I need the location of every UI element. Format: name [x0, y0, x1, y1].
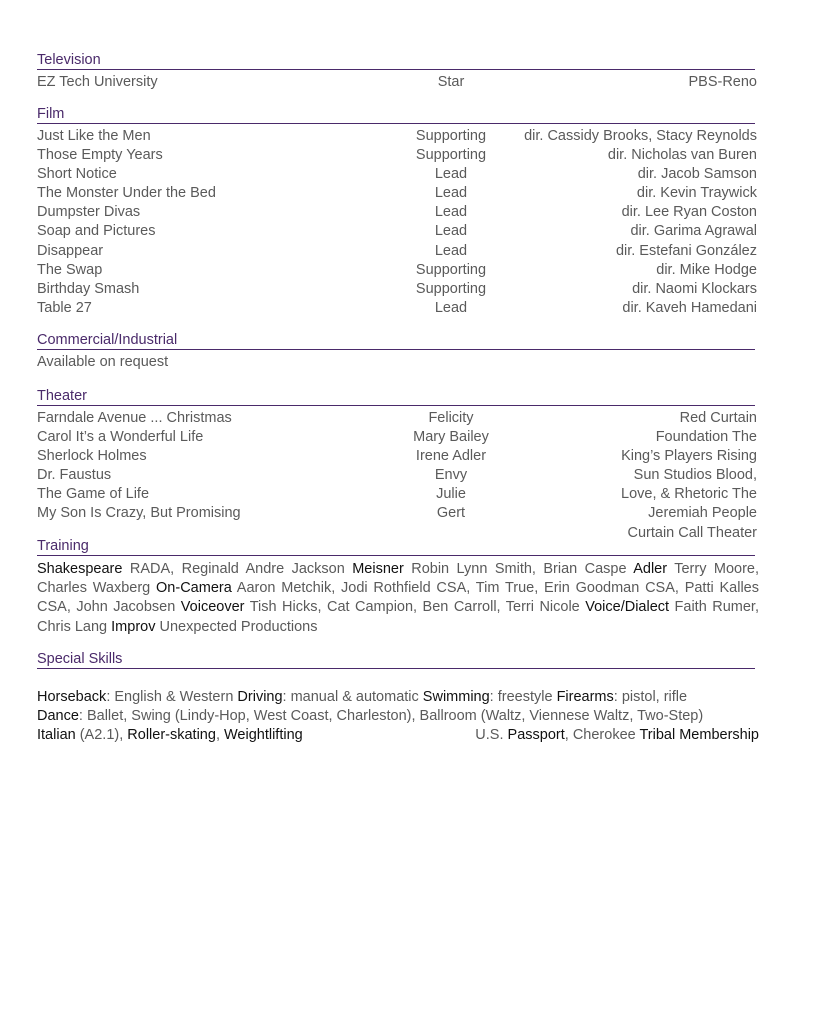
- film-credit: dir. Jacob Samson: [637, 166, 757, 183]
- film-credit: dir. Nicholas van Buren: [607, 147, 757, 164]
- commercial-text: Available on request: [37, 354, 169, 370]
- training-keyword: Shakespeare: [37, 561, 123, 577]
- film-role: Supporting: [415, 128, 487, 144]
- television-heading: Television: [37, 52, 755, 70]
- skills-line-3: [37, 726, 759, 745]
- theater-row: [37, 447, 757, 466]
- theater-credit: Curtain Call Theater: [627, 524, 757, 541]
- special-skills-heading: Special Skills: [37, 651, 755, 669]
- theater-rows: [37, 409, 757, 543]
- film-title: The Monster Under the Bed: [37, 185, 216, 202]
- theater-credit: Red Curtain: [679, 410, 757, 426]
- film-section: [37, 106, 757, 318]
- training-keyword: Adler: [633, 561, 668, 577]
- film-role: Lead: [434, 242, 468, 259]
- training-keyword: Meisner: [352, 561, 404, 577]
- resume-page: [37, 52, 757, 745]
- theater-role: Envy: [434, 467, 468, 484]
- theater-role: Mary Bailey: [413, 429, 489, 446]
- film-row: [37, 146, 757, 165]
- film-row: [37, 184, 757, 203]
- skill-keyword: Roller-skating: [127, 727, 216, 744]
- skill-text: ,: [215, 727, 224, 744]
- theater-title: Sherlock Holmes: [37, 448, 147, 465]
- skill-keyword: Swimming: [422, 688, 490, 705]
- theater-credit: King’s Players Rising: [621, 448, 757, 465]
- film-role: Supporting: [415, 147, 487, 164]
- skill-text: : manual & automatic: [282, 688, 423, 705]
- training-heading: Training: [37, 538, 755, 556]
- theater-row: [37, 485, 757, 504]
- skill-text: (A2.1),: [75, 727, 128, 744]
- skill-keyword: Driving: [237, 688, 283, 705]
- film-rows: [37, 127, 757, 318]
- film-row: [37, 280, 757, 299]
- skill-text: , Cherokee: [564, 727, 640, 744]
- film-row: [37, 299, 757, 318]
- film-credit: dir. Mike Hodge: [656, 261, 757, 278]
- film-role: Lead: [434, 299, 468, 316]
- film-role: Supporting: [415, 280, 487, 297]
- theater-row: [37, 466, 757, 485]
- theater-row: [37, 524, 757, 543]
- theater-row: [37, 428, 757, 447]
- film-credit: dir. Garima Agrawal: [630, 223, 757, 240]
- film-credit: dir. Kaveh Hamedani: [622, 299, 757, 316]
- film-title: Table 27: [37, 299, 92, 316]
- skill-keyword: Italian: [37, 727, 76, 744]
- film-credit: dir. Naomi Klockars: [632, 280, 757, 297]
- theater-role: Irene Adler: [415, 448, 487, 465]
- film-credit: dir. Estefani González: [615, 242, 757, 259]
- theater-row: [37, 409, 757, 428]
- training-keyword: On-Camera: [156, 580, 232, 597]
- theater-credit: Jeremiah People: [648, 505, 757, 522]
- theater-title: The Game of Life: [37, 486, 150, 503]
- skills-line-2: [37, 707, 759, 726]
- theater-section: [37, 388, 757, 541]
- film-role: Lead: [434, 166, 468, 183]
- skill-keyword: Dance: [37, 708, 79, 724]
- skill-text: : Ballet, Swing (Lindy-Hop, West Coast, Charleston), Ballroom (Waltz, Viennese Waltz, Two-Step): [78, 708, 704, 724]
- training-keyword: Voice/Dialect: [585, 599, 670, 616]
- special-skills-section: [37, 651, 757, 746]
- film-row: [37, 261, 757, 280]
- training-text: RADA, Reginald Andre Jackson: [122, 561, 353, 577]
- skills-line-1: [37, 688, 759, 707]
- film-title: Disappear: [37, 242, 104, 259]
- film-row: [37, 242, 757, 261]
- theater-role: Julie: [436, 486, 466, 503]
- training-text: Unexpected Productions: [155, 618, 318, 635]
- theater-credit: Foundation The: [655, 429, 757, 446]
- skill-text: : pistol, rifle: [613, 688, 688, 705]
- skill-text: U.S.: [475, 727, 508, 744]
- television-row: [37, 73, 757, 92]
- theater-title: My Son Is Crazy, But Promising: [37, 505, 241, 522]
- skill-keyword: Horseback: [37, 688, 107, 705]
- television-rows: [37, 73, 757, 92]
- film-credit: dir. Kevin Traywick: [636, 185, 757, 202]
- television-section: [37, 52, 757, 92]
- skill-keyword: Weightlifting: [224, 727, 303, 744]
- skills-line-3-left: [37, 726, 303, 745]
- skill-keyword: Firearms: [556, 688, 614, 705]
- film-role: Lead: [434, 204, 468, 221]
- theater-credit: Sun Studios Blood,: [633, 467, 757, 484]
- film-role: Supporting: [415, 261, 487, 278]
- film-title: Birthday Smash: [37, 280, 140, 297]
- film-title: Short Notice: [37, 166, 117, 183]
- training-text: Tish Hicks, Cat Campion, Ben Carroll, Terri Nicole: [244, 599, 586, 616]
- film-credit: dir. Cassidy Brooks, Stacy Reynolds: [524, 128, 757, 144]
- television-credit: PBS-Reno: [688, 74, 757, 90]
- theater-heading: Theater: [37, 388, 755, 406]
- training-text: Aaron Metchik, Jodi Rothfield CSA, Tim True, Erin Goodman CSA, Patti Kalles CSA, John Jacobsen: [37, 580, 759, 616]
- skill-keyword: Passport: [507, 727, 565, 744]
- training-keyword: Improv: [111, 618, 156, 635]
- training-text: Terry Moore, Charles Waxberg: [37, 561, 759, 597]
- skill-text: : freestyle: [489, 688, 557, 705]
- theater-title: Dr. Faustus: [37, 467, 112, 484]
- theater-title: Carol It’s a Wonderful Life: [37, 429, 204, 446]
- film-row: [37, 222, 757, 241]
- training-text: Robin Lynn Smith, Brian Caspe: [403, 561, 634, 577]
- commercial-heading: Commercial/Industrial: [37, 332, 755, 350]
- film-title: Those Empty Years: [37, 147, 163, 164]
- film-title: Dumpster Divas: [37, 204, 141, 221]
- theater-row: [37, 504, 757, 523]
- film-role: Lead: [434, 185, 468, 202]
- film-row: [37, 165, 757, 184]
- training-keyword: Voiceover: [180, 599, 245, 616]
- film-credit: dir. Lee Ryan Coston: [621, 204, 757, 221]
- training-section: [37, 538, 757, 637]
- theater-credit: Love, & Rhetoric The: [621, 486, 757, 503]
- skill-text: : English & Western: [106, 688, 238, 705]
- television-title: EZ Tech University: [37, 74, 158, 90]
- film-heading: Film: [37, 106, 755, 124]
- television-role: Star: [437, 74, 465, 90]
- training-text: Faith Rumer, Chris Lang: [37, 599, 759, 635]
- film-title: Soap and Pictures: [37, 223, 156, 240]
- film-title: The Swap: [37, 261, 103, 278]
- film-row: [37, 203, 757, 222]
- film-role: Lead: [434, 223, 468, 240]
- skill-keyword: Tribal Membership: [639, 727, 759, 744]
- film-title: Just Like the Men: [37, 128, 151, 144]
- theater-title: Farndale Avenue ... Christmas: [37, 410, 232, 426]
- film-row: [37, 127, 757, 146]
- theater-role: Felicity: [428, 410, 474, 426]
- commercial-section: [37, 332, 757, 374]
- theater-role: Gert: [436, 505, 466, 522]
- training-paragraph: [37, 560, 759, 637]
- skills-line-3-right: [475, 726, 759, 745]
